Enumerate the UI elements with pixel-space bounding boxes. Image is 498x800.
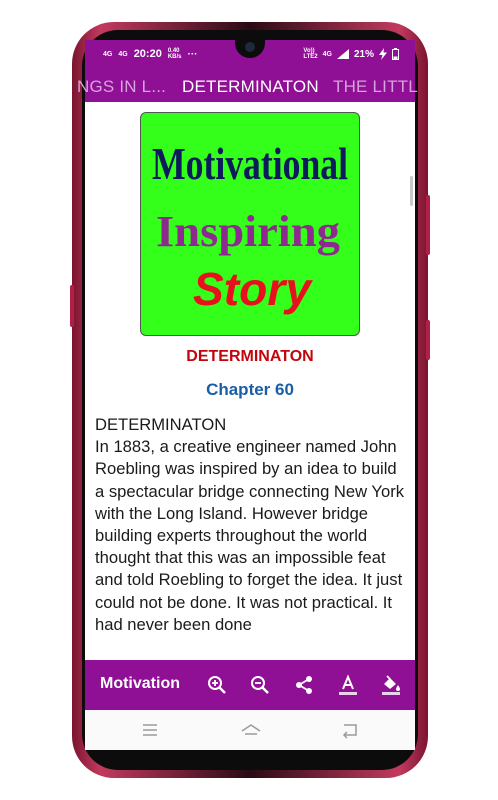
tab-next-chapter[interactable]: THE LITTL: [333, 77, 418, 96]
zoom-in-icon[interactable]: [205, 673, 229, 697]
cover-line-2: Inspiring: [156, 207, 340, 256]
volume-button: [70, 285, 74, 327]
network-indicator-1: 4G: [103, 50, 113, 58]
text-color-icon[interactable]: [336, 673, 360, 697]
chapter-tab-bar: [77, 68, 418, 102]
share-icon[interactable]: [292, 673, 316, 697]
bottom-toolbar: [85, 660, 415, 710]
speed-unit: KB/s: [167, 54, 182, 60]
tab-previous-chapter[interactable]: NGS IN L...: [77, 77, 167, 96]
volte-indicator: Vo)): [303, 48, 315, 54]
battery-icon: [392, 48, 399, 60]
signal-icon: [337, 49, 349, 59]
scrollbar[interactable]: [410, 176, 413, 206]
network-indicator-3: 4G: [322, 50, 332, 58]
story-title: DETERMINATON: [186, 348, 314, 365]
system-nav-bar: [85, 710, 415, 750]
fill-color-icon[interactable]: [379, 673, 403, 697]
cover-image: [140, 112, 360, 336]
menu-icon[interactable]: [140, 720, 160, 740]
screen: [77, 40, 418, 750]
back-icon[interactable]: [340, 720, 360, 740]
power-button: [426, 195, 430, 255]
camera-notch: [235, 34, 265, 58]
story-body: DETERMINATON In 1883, a creative engineer named John Roebling was inspired by an idea to build a spectacular bridge connecting New York with the Long Island. However bridge building experts throughout the world thought that this was an impossible feat and told Roebling to forget the idea. It just could not be done. It was not practical. It had never been done: [95, 415, 405, 634]
chapter-number: Chapter 60: [206, 380, 294, 399]
battery-percent: 21%: [353, 48, 374, 60]
clock: 20:20: [133, 48, 162, 60]
tab-current-chapter[interactable]: DETERMINATON: [182, 77, 319, 96]
side-button: [426, 320, 430, 360]
network-indicator-2: 4G: [118, 50, 128, 58]
front-camera: [245, 42, 255, 52]
lte-indicator: LTE2: [303, 54, 318, 60]
cover-artwork: [141, 113, 359, 335]
home-icon[interactable]: [240, 720, 262, 740]
app-name: Motivation: [100, 675, 180, 692]
more-notifications: ···: [187, 48, 198, 60]
status-bar: [85, 40, 415, 68]
story-content[interactable]: [85, 102, 415, 660]
zoom-out-icon[interactable]: [248, 673, 272, 697]
speed-value: 0.40: [167, 48, 180, 54]
battery-charging-icon: [379, 48, 387, 60]
cover-line-3: Story: [193, 263, 314, 315]
cover-line-1: Motivational: [152, 138, 348, 189]
